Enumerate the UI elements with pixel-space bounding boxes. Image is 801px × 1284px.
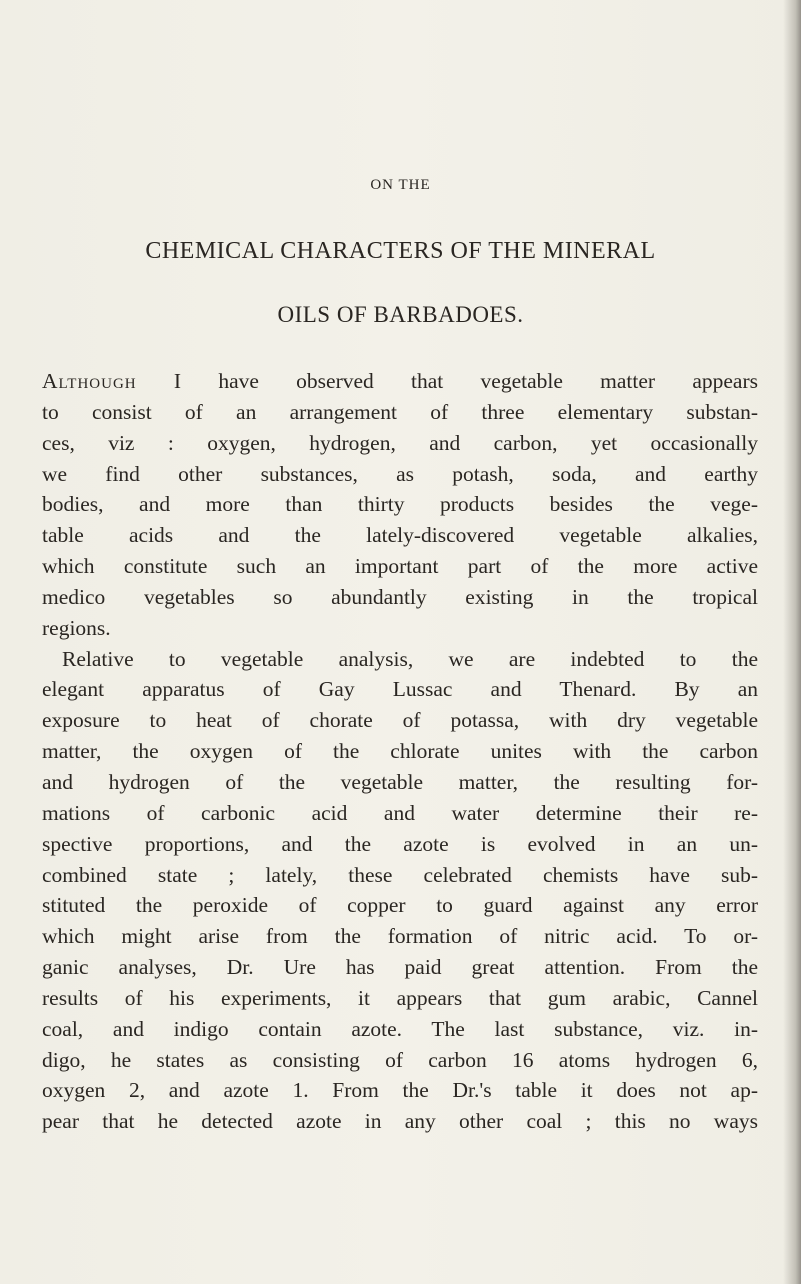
text-line: which might arise from the formation of nitric acid. To or- — [42, 924, 758, 949]
text-line: exposure to heat of chorate of potassa, with dry vegetable — [42, 708, 758, 733]
text-line: matter, the oxygen of the chlorate unites with the carbon — [42, 739, 758, 764]
text-line: digo, he states as consisting of carbon 16 atoms hydrogen 6, — [42, 1047, 758, 1072]
text-line: Relative to vegetable analysis, we are indebted to the — [62, 646, 758, 671]
text-line: results of his experiments, it appears that gum arabic, Cannel — [42, 985, 758, 1010]
page-title-line-1: CHEMICAL CHARACTERS OF THE MINERAL — [145, 238, 656, 264]
text-line: table acids and the lately-discovered vegetable alkalies, — [42, 523, 758, 548]
title-kicker: ON THE — [370, 177, 431, 193]
body-text — [42, 366, 758, 1137]
text-line: combined state ; lately, these celebrated chemists have sub- — [42, 862, 758, 887]
text-line: to consist of an arrangement of three elementary substan- — [42, 399, 758, 424]
text-line: and hydrogen of the vegetable matter, the resulting for- — [42, 769, 758, 794]
text-line: we find other substances, as potash, soda, and earthy — [42, 461, 758, 486]
text-line: medico vegetables so abundantly existing in the tropical — [42, 584, 758, 609]
text-line: mations of carbonic acid and water determine their re- — [42, 800, 758, 825]
drop-word: Although — [42, 369, 137, 393]
text-line: Although I have observed that vegetable matter appears — [42, 369, 758, 393]
text-line: which constitute such an important part of the more active — [42, 554, 758, 579]
text-line: elegant apparatus of Gay Lussac and Thenard. By an — [42, 677, 758, 702]
text-line: ces, viz : oxygen, hydrogen, and carbon, yet occasionally — [42, 430, 758, 455]
text-line: ganic analyses, Dr. Ure has paid great attention. From the — [42, 955, 758, 980]
page-title-line-2: OILS OF BARBADOES. — [277, 302, 524, 327]
text-line: spective proportions, and the azote is evolved in an un- — [42, 831, 758, 856]
text-line: bodies, and more than thirty products besides the vege- — [42, 492, 758, 517]
text-line: coal, and indigo contain azote. The last substance, viz. in- — [42, 1016, 758, 1041]
text-line: pear that he detected azote in any other coal ; this no ways — [42, 1109, 758, 1134]
text-line: regions. — [42, 615, 111, 640]
text-line: oxygen 2, and azote 1. From the Dr.'s table it does not ap- — [42, 1078, 758, 1103]
text-line: stituted the peroxide of copper to guard against any error — [42, 893, 758, 918]
